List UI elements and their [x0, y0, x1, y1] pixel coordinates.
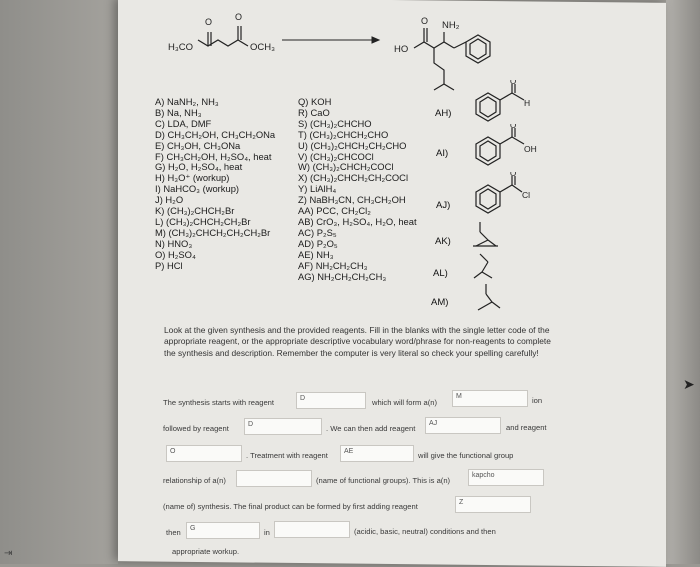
svg-text:O: O — [510, 80, 517, 86]
benzoic-acid-structure — [466, 124, 546, 172]
reagent-item: E) CH₃OH, CH₃ONa — [155, 139, 241, 151]
product-amine-label: NH₂ — [442, 20, 460, 31]
form-text-11: (name of) synthesis. The final product can be formed by first adding reagent — [163, 502, 418, 511]
reagent-item: AB) CrO₃, H₂SO₄, H₂O, heat — [298, 215, 417, 227]
reagent-letter-aj: AJ) — [436, 200, 451, 211]
reagent-item: H) H₃O⁺ (workup) — [155, 172, 230, 184]
form-text-13: in — [264, 528, 270, 537]
reagent-item: G) H₂O, H₂SO₄, heat — [155, 161, 243, 173]
reaction-scheme — [150, 8, 510, 98]
reagent-list-column-2 — [298, 97, 417, 282]
ketone-structure-al — [470, 250, 510, 286]
reagent-letter-ak: AK) — [435, 236, 451, 247]
svg-text:H: H — [524, 98, 531, 108]
ketone-structure-am — [470, 282, 510, 318]
answer-blank-10[interactable]: G — [186, 522, 260, 539]
reagent-letter-ah: AH) — [435, 108, 452, 119]
reagent-item: AG) NH₂CH₂CH₂CH₃ — [298, 270, 387, 282]
background-left — [0, 0, 118, 564]
left-methoxy-label: H₃CO — [168, 42, 193, 53]
reagent-item: T) (CH₃)₂CHCH₂CHO — [298, 128, 389, 140]
form-text-3: ion — [532, 396, 543, 405]
svg-text:Cl: Cl — [522, 190, 531, 200]
collapse-arrow-icon[interactable]: ⇥ — [4, 548, 13, 559]
benzoyl-chloride-structure — [466, 172, 546, 220]
reagent-item: P) HCl — [155, 259, 183, 271]
form-text-5: . We can then add reagent — [326, 424, 416, 433]
reagent-item: AA) PCC, CH₂Cl₂ — [298, 205, 371, 217]
answer-blank-8[interactable]: kapcho — [468, 469, 544, 486]
answer-blank-7[interactable] — [236, 470, 312, 487]
form-text-14: (acidic, basic, neutral) conditions and then — [354, 527, 496, 536]
reagent-item: J) H₂O — [155, 194, 184, 206]
form-text-2: which will form a(n) — [372, 398, 437, 407]
answer-blank-9[interactable]: Z — [455, 496, 531, 513]
answer-blank-1[interactable]: D — [296, 392, 366, 409]
form-text-12: then — [166, 528, 181, 537]
reagent-item: K) (CH₃)₂CHCH₂Br — [155, 205, 235, 217]
reagent-item: Y) LiAlH₄ — [298, 183, 337, 195]
answer-blank-4[interactable]: AJ — [425, 417, 501, 434]
reagent-item: V) (CH₃)₂CHCOCl — [298, 150, 374, 162]
form-text-8: will give the functional group — [418, 451, 514, 460]
reagent-item: I) NaHCO₃ (workup) — [155, 183, 240, 195]
form-text-1: The synthesis starts with reagent — [163, 398, 275, 407]
svg-text:O: O — [235, 12, 243, 22]
reagent-item: M) (CH₃)₂CHCH₂CH₂CH₂Br — [155, 226, 271, 238]
answer-blank-6[interactable]: AE — [340, 445, 414, 462]
answer-blank-3[interactable]: D — [244, 418, 322, 435]
answer-blank-11[interactable] — [274, 521, 350, 538]
answer-blank-5[interactable]: O — [166, 445, 242, 462]
form-text-7: . Treatment with reagent — [246, 451, 328, 460]
reagent-item: AE) NH₃ — [298, 248, 334, 260]
reagent-item: R) CaO — [298, 106, 330, 118]
background-right — [666, 0, 700, 564]
reagent-item: Z) NaBH₃CN, CH₃CH₂OH — [298, 194, 406, 206]
svg-text:O: O — [421, 16, 429, 26]
form-text-9: relationship of a(n) — [163, 476, 226, 485]
reagent-item: D) CH₃CH₂OH, CH₃CH₂ONa — [155, 128, 276, 140]
reagent-item: AF) NH₂CH₂CH₃ — [298, 259, 368, 271]
right-methoxy-label: OCH₃ — [250, 42, 275, 53]
benzaldehyde-structure — [466, 80, 546, 128]
reagent-item: AC) P₂S₅ — [298, 226, 337, 238]
reagent-item: B) Na, NH₃ — [155, 106, 202, 118]
reagent-item: F) CH₃CH₂OH, H₂SO₄, heat — [155, 150, 272, 162]
svg-text:OH: OH — [524, 144, 537, 154]
reagent-item: L) (CH₃)₂CHCH₂CH₂Br — [155, 215, 251, 227]
reagent-item: Q) KOH — [298, 96, 332, 107]
product-acid-label: HO — [394, 44, 409, 55]
reagent-item: A) NaNH₂, NH₃ — [155, 96, 219, 107]
reagent-letter-am: AM) — [431, 297, 449, 308]
svg-text:O: O — [205, 17, 213, 27]
svg-text:O: O — [510, 172, 517, 178]
reagent-item: W) (CH₃)₂CHCH₂COCl — [298, 161, 394, 173]
answer-blank-2[interactable]: M — [452, 390, 528, 407]
reagent-item: C) LDA, DMF — [155, 117, 212, 129]
form-text-6: and reagent — [506, 423, 547, 432]
reagent-item: N) HNO₃ — [155, 237, 193, 249]
reagent-item: AD) P₂O₅ — [298, 237, 338, 249]
reagent-item: X) (CH₃)₂CHCH₂CH₂COCl — [298, 172, 409, 184]
reagent-letter-al: AL) — [433, 268, 448, 279]
instructions-text: Look at the given synthesis and the provided reagents. Fill in the blanks with the single letter code of the appropriate reagent, or the appropriate descriptive vocabulary word/phrase for non-reagents to complete the synthesis and description. Remember the computer is very literal so check your spelling carefully! — [164, 325, 551, 358]
form-text-15: appropriate workup. — [172, 547, 240, 556]
form-text-4: followed by reagent — [163, 424, 229, 433]
starting-material-diester — [198, 26, 248, 46]
reagent-item: U) (CH₃)₂CHCH₂CH₂CHO — [298, 139, 407, 151]
mouse-cursor-icon: ➤ — [683, 376, 695, 392]
reaction-arrow — [282, 37, 379, 43]
form-text-10: (name of functional groups). This is a(n) — [316, 476, 451, 485]
svg-text:O: O — [510, 124, 517, 130]
reagent-list-column-1 — [155, 97, 275, 272]
reagent-item: S) (CH₃)₂CHCHO — [298, 117, 372, 129]
reagent-letter-ai: AI) — [436, 148, 449, 159]
reagent-item: O) H₂SO₄ — [155, 248, 196, 260]
